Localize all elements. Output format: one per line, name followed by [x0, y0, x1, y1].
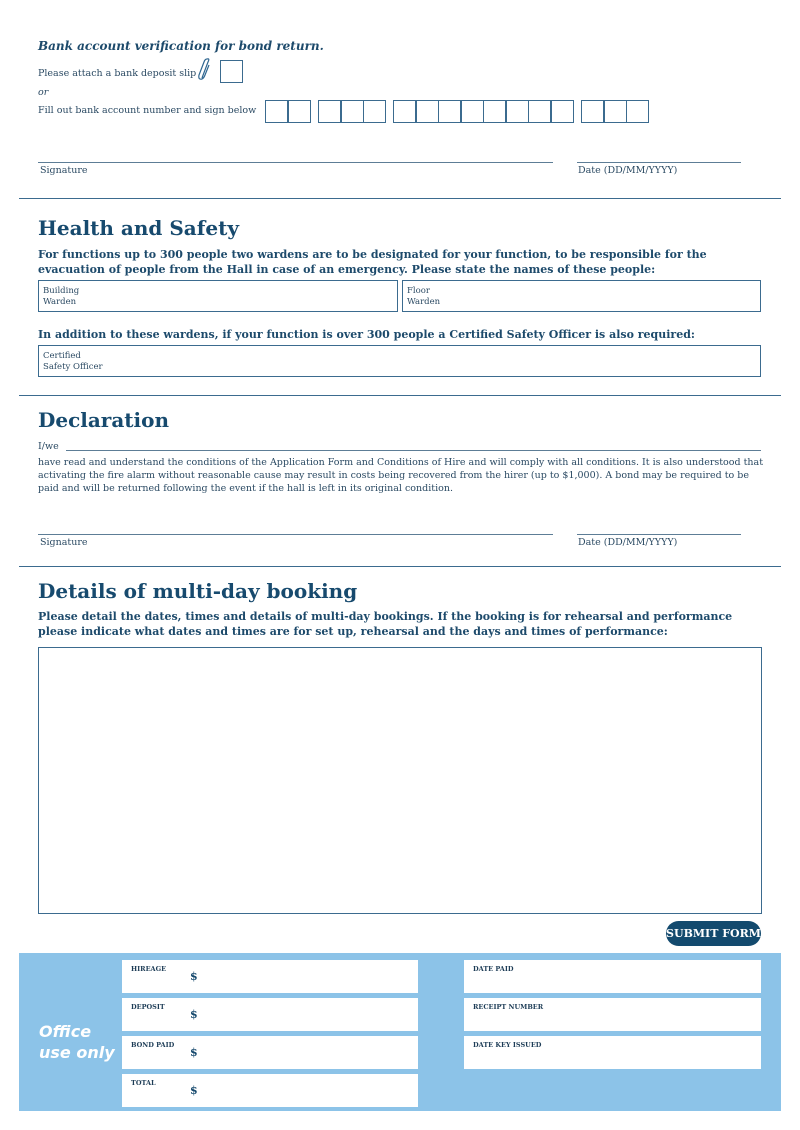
office-field-label: DEPOSIT — [131, 1003, 165, 1011]
iwe-label: I/we — [38, 441, 59, 452]
account-digit-box[interactable] — [461, 100, 484, 123]
account-digit-box[interactable] — [506, 100, 529, 123]
office-field-label: RECEIPT NUMBER — [473, 1003, 544, 1011]
account-digit-box[interactable] — [265, 100, 288, 123]
or-label: or — [38, 87, 49, 98]
health-intro: For functions up to 300 people two wardens are to be designated for your function, to be responsible for the evacuation of people from the Hall in case of an emergency. Please state the names of these people: — [38, 248, 707, 276]
bank-title: Bank account verification for bond return. — [38, 39, 324, 53]
divider — [19, 198, 781, 199]
paperclip-icon — [198, 58, 212, 80]
multiday-intro: Please detail the dates, times and details of multi-day bookings. If the booking is for rehearsal and performance please indicate what dates and times are for set up, rehearsal and the days and times of performance: — [38, 610, 733, 638]
health-title: Health and Safety — [38, 216, 239, 240]
office-field-total[interactable] — [122, 1074, 418, 1107]
account-digit-box[interactable] — [581, 100, 604, 123]
bank-date-field[interactable] — [577, 148, 741, 162]
account-digit-box[interactable] — [416, 100, 439, 123]
account-digit-box[interactable] — [604, 100, 627, 123]
account-digit-box[interactable] — [483, 100, 506, 123]
additional-text: In addition to these wardens, if your function is over 300 people a Certified Safety Officer is also required: — [38, 328, 695, 341]
safety-officer-field[interactable]: Certified Safety Officer — [38, 345, 761, 377]
account-digit-box[interactable] — [288, 100, 311, 123]
office-use-panel — [19, 953, 781, 1111]
declaration-signature-field[interactable] — [38, 520, 553, 534]
office-field-bond-paid[interactable] — [122, 1036, 418, 1069]
office-field-label: BOND PAID — [131, 1041, 175, 1049]
account-digit-box[interactable] — [626, 100, 649, 123]
names-field[interactable] — [66, 436, 761, 450]
multiday-title: Details of multi-day booking — [38, 579, 358, 603]
deposit-slip-checkbox[interactable] — [220, 60, 243, 83]
declaration-text: have read and understand the conditions of the Application Form and Conditions of Hire and will comply with all conditions. It is also understood that activating the fire alarm without reasonable cause may result in costs being recovered from the hirer (up to $1,000). A bond may be required to be paid and will be returned following the event if the hall is left in its original condition. — [38, 457, 764, 494]
office-field-hireage[interactable] — [122, 960, 418, 993]
account-digit-box[interactable] — [318, 100, 341, 123]
date-label: Date (DD/MM/YYYY) — [578, 537, 678, 548]
submit-form-button[interactable]: SUBMIT FORM — [666, 921, 761, 946]
office-field-label: DATE KEY ISSUED — [473, 1041, 542, 1049]
divider — [19, 395, 781, 396]
office-field-label: TOTAL — [131, 1079, 156, 1087]
office-field-label: HIREAGE — [131, 965, 167, 973]
dollar-sign: $ — [190, 1084, 198, 1097]
account-digit-box[interactable] — [438, 100, 461, 123]
office-field-deposit[interactable] — [122, 998, 418, 1031]
account-digit-box[interactable] — [393, 100, 416, 123]
dollar-sign: $ — [190, 1008, 198, 1021]
attach-label: Please attach a bank deposit slip — [38, 68, 197, 79]
office-field-receipt-number[interactable] — [464, 998, 761, 1031]
dollar-sign: $ — [190, 1046, 198, 1059]
office-field-date-key-issued[interactable] — [464, 1036, 761, 1069]
account-digit-box[interactable] — [551, 100, 574, 123]
signature-label: Signature — [40, 537, 88, 548]
building-warden-field[interactable]: Building Warden — [38, 280, 398, 312]
multiday-details-textarea[interactable] — [38, 647, 762, 914]
office-title: Office use only — [39, 1022, 115, 1062]
declaration-title: Declaration — [38, 408, 170, 432]
floor-warden-field[interactable]: Floor Warden — [402, 280, 761, 312]
account-digit-box[interactable] — [341, 100, 364, 123]
account-digit-box[interactable] — [363, 100, 386, 123]
date-label: Date (DD/MM/YYYY) — [578, 165, 678, 176]
fill-account-label: Fill out bank account number and sign below — [38, 105, 257, 116]
office-field-date-paid[interactable] — [464, 960, 761, 993]
divider — [19, 566, 781, 567]
declaration-date-field[interactable] — [577, 520, 741, 534]
dollar-sign: $ — [190, 970, 198, 983]
account-digit-box[interactable] — [528, 100, 551, 123]
office-field-label: DATE PAID — [473, 965, 514, 973]
signature-label: Signature — [40, 165, 88, 176]
bank-signature-field[interactable] — [38, 148, 553, 162]
